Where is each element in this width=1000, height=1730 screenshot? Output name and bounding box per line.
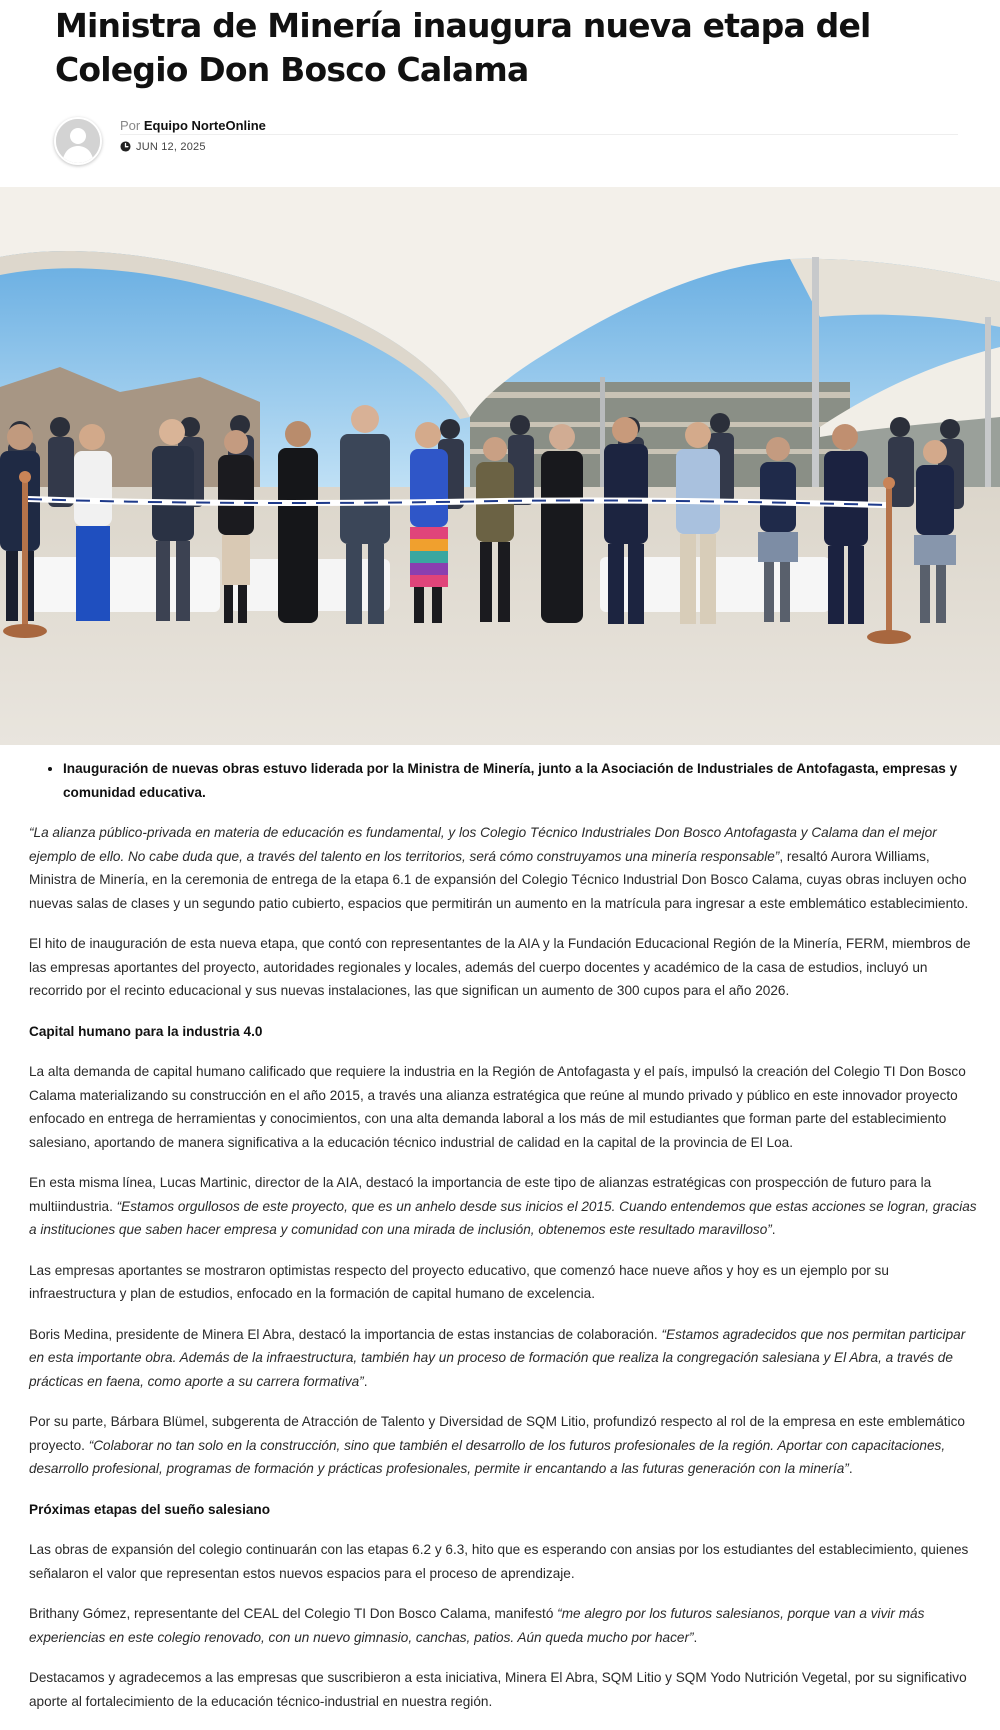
paragraph-2: El hito de inauguración de esta nueva etapa, que contó con representantes de la AIA y la Fundación Educacional Región de la Minería, FERM, miembros de las empresas aportantes del proyecto, autoridades regionales y locales, además del cuerpo docentes y académico de la casa de estudios, incluyó un recorrido por el recinto educacional y sus nuevas instalaciones, las que significan un aumento de 300 cupos para el año 2026. bbox=[29, 936, 971, 998]
article-body bbox=[29, 757, 979, 1730]
paragraph-7 bbox=[29, 1410, 979, 1481]
byline-prefix: Por bbox=[120, 118, 141, 133]
quote-williams: “La alianza público-privada en materia de educación es fundamental, y los Colegio Técnico Industriales Don Bosco Antofagasta y Calama dan el mejor ejemplo de ello. No cabe duda que, a través del talento en los territorios, será cómo construyamos una minería responsable” bbox=[29, 825, 937, 864]
quote-medina: “Estamos agradecidos que nos permitan participar en esta importante obra. Además de la infraestructura, también hay un proceso de formación que realiza la congregación salesiana y El Abra, a través de prácticas en faena, como aporte a su carrera formativa” bbox=[29, 1326, 966, 1389]
hero-photo bbox=[0, 187, 1000, 745]
summary-list bbox=[29, 757, 979, 804]
meta-divider bbox=[120, 134, 958, 135]
byline bbox=[120, 118, 266, 134]
author-meta bbox=[54, 117, 958, 165]
author-avatar[interactable] bbox=[54, 117, 102, 165]
publish-date bbox=[120, 141, 206, 154]
quote-blumel: “Colaborar no tan solo en la construcción, sino que también el desarrollo de los futuros profesionales de la región. Aportar con capacitaciones, desarrollo profesional, programas de formación y prácticas profesionales, permite ir encantando a las futuras generación con la minería” bbox=[29, 1437, 946, 1476]
subheading-capital-humano: Capital humano para la industria 4.0 bbox=[29, 1023, 263, 1039]
paragraph-9-end: . bbox=[693, 1629, 698, 1645]
quote-martinic: “Estamos orgullosos de este proyecto, que es un anhelo desde sus inicios el 2015. Cuando entendemos que estas acciones se logran, gracias a instituciones que saben hacer empresa y comunidad con una mirada de inclusión, obtenemos este resultado maravilloso” bbox=[29, 1198, 977, 1237]
paragraph-4-lead: En esta misma línea, Lucas Martinic, director de la AIA, destacó la importancia de este tipo de alianzas estratégicas con prospección de futuro para la multiindustria. bbox=[29, 1175, 932, 1214]
paragraph-9 bbox=[29, 1602, 979, 1649]
paragraph-4-end: . bbox=[771, 1222, 776, 1237]
paragraph-1 bbox=[29, 821, 979, 915]
paragraph-9-lead: Brithany Gómez, representante del CEAL del Colegio TI Don Bosco Calama, manifestó bbox=[29, 1606, 558, 1621]
paragraph-5: Las empresas aportantes se mostraron optimistas respecto del proyecto educativo, que comenzó hace nueve años y hoy es un ejemplo por su infraestructura y plan de estudios, enfocado en la formación de capital humano de excelencia. bbox=[29, 1262, 889, 1301]
user-placeholder-icon bbox=[56, 119, 100, 163]
paragraph-6-lead: Boris Medina, presidente de Minera El Abra, destacó la importancia de estas instancias de colaboración. bbox=[29, 1326, 662, 1342]
paragraph-4 bbox=[29, 1171, 979, 1242]
article-title: Ministra de Minería inaugura nueva etapa del Colegio Don Bosco Calama bbox=[55, 6, 871, 89]
paragraph-7-end: . bbox=[848, 1461, 853, 1476]
author-link[interactable]: Equipo NorteOnline bbox=[143, 118, 266, 133]
paragraph-6-end: . bbox=[363, 1373, 368, 1389]
summary-item: • Inauguración de nuevas obras estuvo liderada por la Ministra de Minería, junto a la Asociación de Industriales de Antofagasta, empresas y comunidad educativa. bbox=[63, 757, 979, 804]
paragraph-10: Destacamos y agradecemos a las empresas que suscribieron a esta iniciativa, Minera El Abra, SQM Litio y SQM Yodo Nutrición Vegetal, por su significativo aporte al fortalecimiento de la educación técnico-industrial en nuestra región. bbox=[29, 1670, 967, 1709]
date-text: JUN 12, 2025 bbox=[136, 141, 206, 153]
paragraph-3: La alta demanda de capital humano calificado que requiere la industria en la Región de Antofagasta y el país, impulsó la creación del Colegio TI Don Bosco Calama materializando su construcción en el año 2015, a través una alianza estratégica que reúne al mundo privado y público en este innovador proyecto enfocado en entrega de herramientas y conocimientos, con una alta demanda laboral a los más de mil estudiantes que forman parte del establecimiento salesiano, aportando de manera significativa a la educación técnico industrial de calidad en la capital de la provincia de El Loa. bbox=[29, 1064, 966, 1150]
clock-icon bbox=[120, 141, 131, 152]
paragraph-6 bbox=[29, 1323, 979, 1394]
ribbon-cutting-illustration bbox=[0, 187, 1000, 745]
paragraph-8: Las obras de expansión del colegio continuarán con las etapas 6.2 y 6.3, hito que es esperando con ansias por los estudiantes del establecimiento, quienes señalaron el valor que representan estos nuevos espacios para el proceso de aprendizaje. bbox=[29, 1542, 969, 1581]
subheading-proximas-etapas: Próximas etapas del sueño salesiano bbox=[29, 1501, 271, 1517]
quote-gomez: “me alegro por los futuros salesianos, porque van a vivir más experiencias en este colegio renovado, con un nuevo gimnasio, canchas, patios. Aún queda mucho por hacer” bbox=[29, 1606, 925, 1645]
paragraph-1-text: , resaltó Aurora Williams, Ministra de Minería, en la ceremonia de entrega de la etapa 6.1 de expansión del Colegio Técnico Industrial Don Bosco Calama, cuyas obras incluyen ocho nuevas salas de clases y un segundo patio cubierto, espacios que permitirán un aumento en la matrícula para ingresar a este emblemático establecimiento. bbox=[29, 848, 969, 911]
paragraph-7-lead: Por su parte, Bárbara Blümel, subgerenta de Atracción de Talento y Diversidad de SQM Litio, profundizó respecto al rol de la empresa en este emblemático proyecto. bbox=[29, 1414, 965, 1453]
